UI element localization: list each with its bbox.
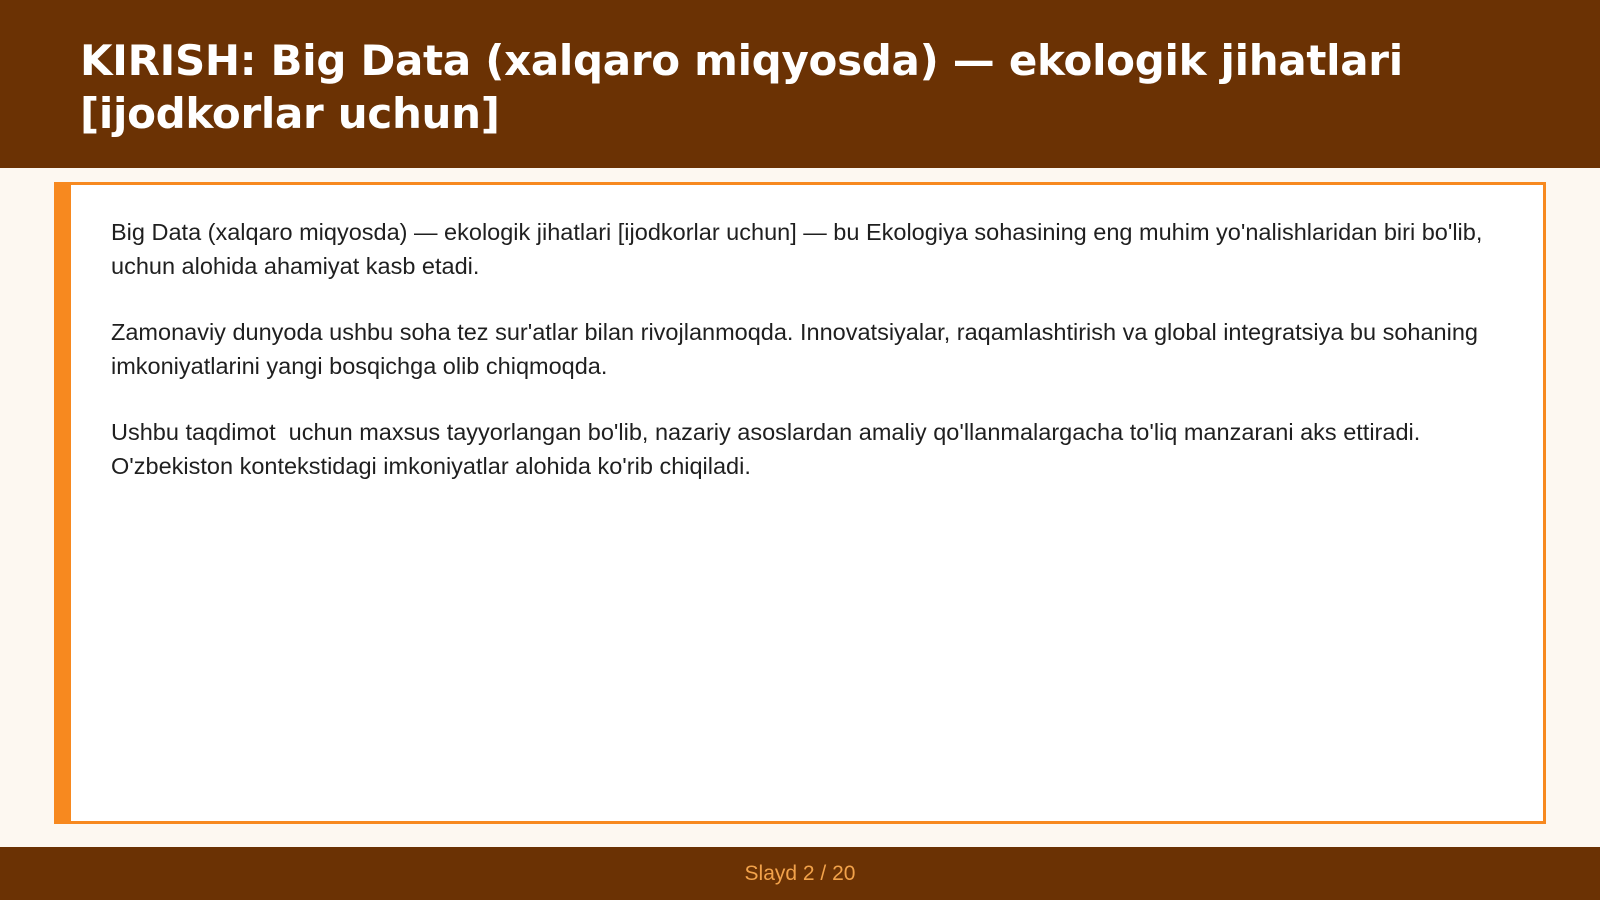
body-paragraph: Ushbu taqdimot uchun maxsus tayyorlangan bo'lib, nazariy asoslardan amaliy qo'llanmalargacha to'liq manzarani aks ettiradi. O'zbekiston kontekstidagi imkoniyatlar alohida ko'rib chiqiladi. xyxy=(111,419,1427,479)
slide-header xyxy=(0,0,1600,168)
slide-number: Slayd 2 / 20 xyxy=(744,861,856,885)
slide-footer xyxy=(0,847,1600,900)
body-paragraph: Zamonaviy dunyoda ushbu soha tez sur'atlar bilan rivojlanmoqda. Innovatsiyalar, raqamlashtirish va global integratsiya bu sohaning imkoniyatlarini yangi bosqichga olib chiqmoqda. xyxy=(111,319,1485,379)
content-card xyxy=(54,182,1546,824)
slide-title: KIRISH: Big Data (xalqaro miqyosda) — ekologik jihatlari [ijodkorlar uchun] xyxy=(80,36,1403,138)
slide-body xyxy=(111,215,1496,515)
body-paragraph: Big Data (xalqaro miqyosda) — ekologik jihatlari [ijodkorlar uchun] — bu Ekologiya sohasining eng muhim yo'nalishlaridan biri bo'lib, uchun alohida ahamiyat kasb etadi. xyxy=(111,219,1496,279)
